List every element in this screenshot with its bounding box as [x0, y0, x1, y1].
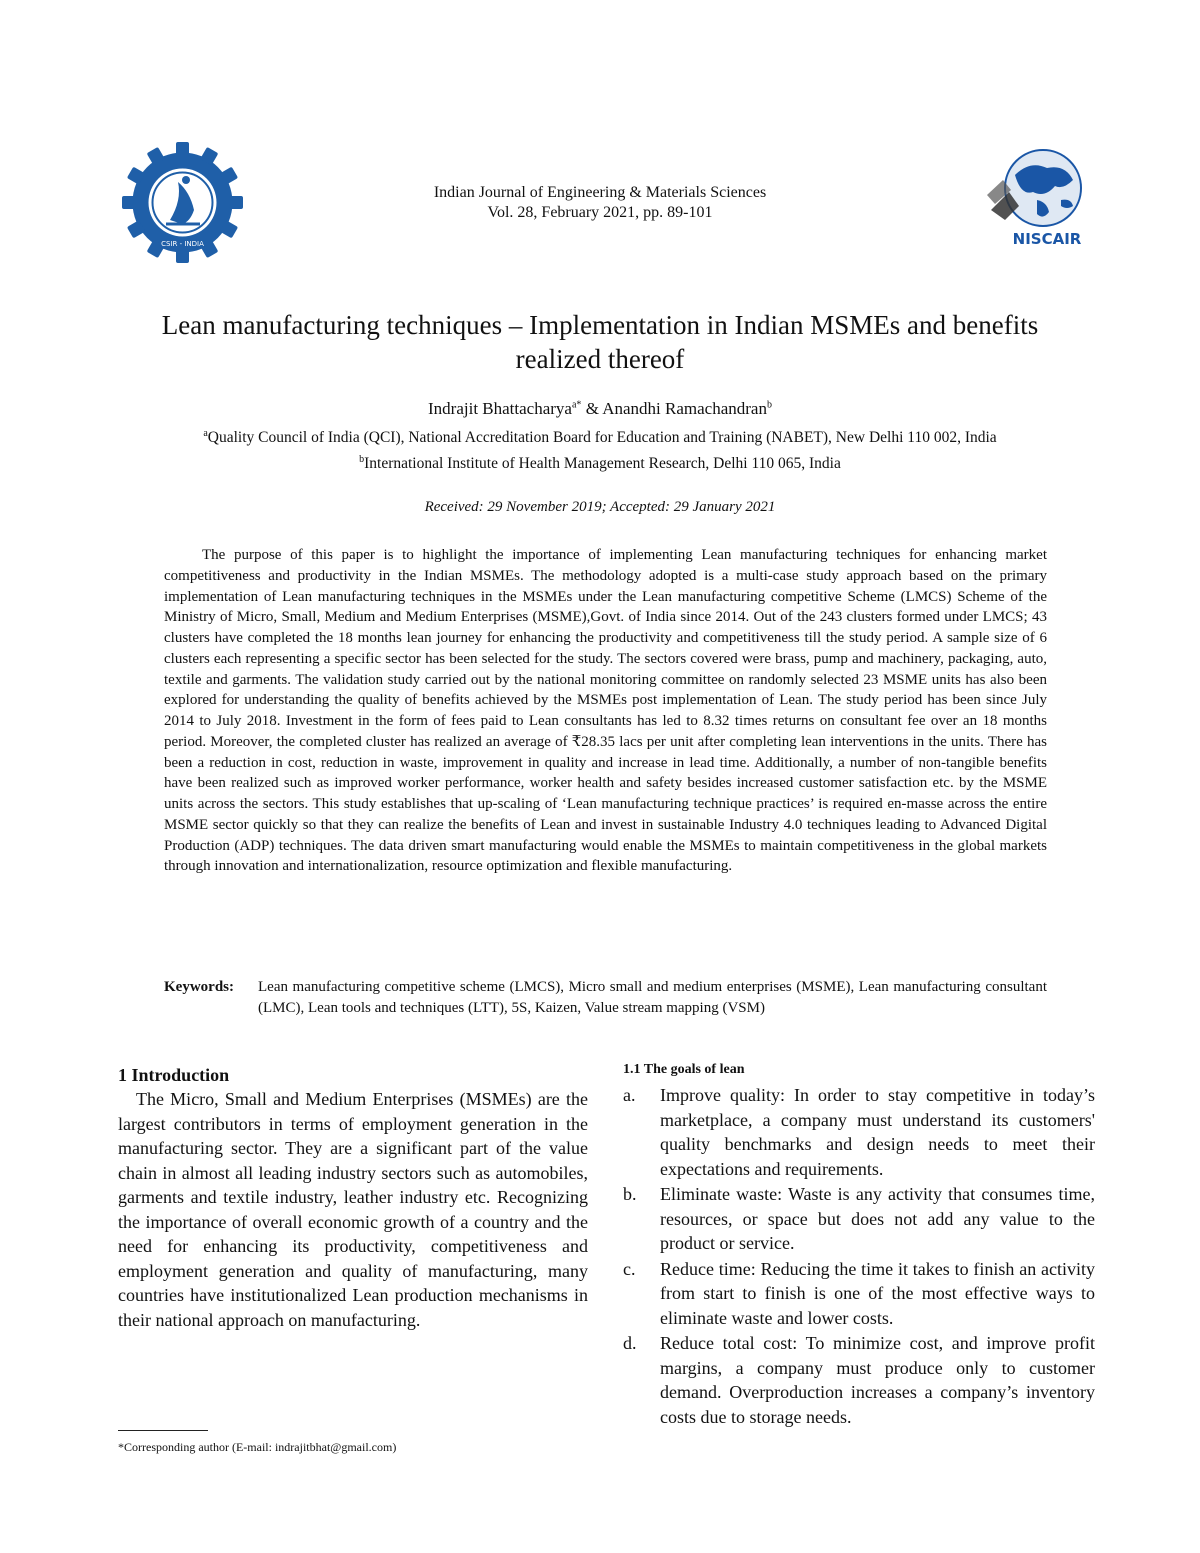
journal-header	[300, 183, 900, 223]
corresponding-author-footnote: *Corresponding author (E-mail: indrajitbhat@gmail.com)	[118, 1440, 397, 1454]
footnote-divider	[118, 1430, 208, 1431]
author-separator: &	[581, 399, 603, 418]
abstract	[164, 545, 1047, 877]
niscair-logo-text: NISCAIR	[1012, 230, 1082, 248]
author-1: Indrajit Bhattacharya	[428, 399, 572, 418]
affiliation-a-text: Quality Council of India (QCI), National Accreditation Board for Education and Training (NABET), New Delhi 110 002, India	[207, 429, 997, 446]
goal-marker: a.	[623, 1085, 636, 1105]
affiliation-b	[60, 454, 1140, 474]
affiliation-b-text: International Institute of Health Management Research, Delhi 110 065, India	[364, 455, 841, 472]
keywords-label: Keywords:	[164, 979, 234, 995]
goal-marker: b.	[623, 1184, 637, 1204]
author-2-affiliation-marker: b	[766, 399, 772, 411]
keywords-text: Lean manufacturing competitive scheme (LMCS), Micro small and medium enterprises (MSME), Lean manufacturing consultant (LMC), Lean tools and techniques (LTT), 5S, Kaizen, Value stream mapping (VSM)	[258, 979, 1047, 1016]
author-list	[100, 398, 1100, 420]
globe-icon	[985, 140, 1095, 255]
article-title-line1: Lean manufacturing techniques – Implementation in Indian MSMEs and benefits	[161, 310, 1039, 340]
csir-gear-icon	[120, 140, 245, 265]
affiliation-a-marker: a	[203, 427, 208, 439]
niscair-logo	[985, 140, 1095, 255]
article-title-line2: realized thereof	[515, 344, 685, 374]
introduction-heading: 1 Introduction	[118, 1065, 230, 1085]
journal-name: Indian Journal of Engineering & Materials Sciences	[433, 184, 767, 201]
goal-item	[623, 1182, 1095, 1256]
csir-logo	[120, 140, 245, 265]
author-1-affiliation-marker: a*	[571, 399, 582, 411]
csir-logo-text: CSIR - INDIA	[161, 240, 204, 248]
article-title	[80, 308, 1120, 376]
goal-marker: c.	[623, 1258, 636, 1279]
introduction-body: The Micro, Small and Medium Enterprises (MSMEs) are the largest contributors in terms of employment generation in the manufacturing sector. They are a significant part of the value chain in almost all leading industry sectors such as automobiles, garments and textile industry, leather industry etc. Recognizing the importance of overall economic growth of a country and the need for enhancing its productivity, competitiveness and employment generation and quality of manufacturing, many countries have institutionalized Lean production mechanisms in their national approach on manufacturing.	[118, 1089, 588, 1330]
received-dates: Received: 29 November 2019; Accepted: 29 January 2021	[424, 499, 776, 515]
abstract-text: The purpose of this paper is to highlight the importance of implementing Lean manufacturing techniques for enhancing market competitiveness and productivity in the Indian MSMEs. The methodology adopted is a multi-case study approach based on the primary implementation of Lean manufacturing techniques in the MSMEs under the Lean manufacturing competitive Scheme (LMCS) Scheme of the Ministry of Micro, Small, Medium and Medium Enterprises (MSME),Govt. of India since 2014. Out of the 243 clusters formed under LMCS; 43 clusters have completed the 18 months lean journey for enhancing the productivity and competitiveness till the study period. A sample size of 6 clusters each representing a specific sector has been selected for the study. The sectors covered were brass, pump and machinery, packaging, auto, textile and garments. The validation study carried out by the national monitoring committee on randomly selected 23 MSME units has also been explored for understanding the quality of benefits achieved by the MSMEs post implementation of Lean. The study period has been since July 2014 to July 2018. Investment in the form of fees paid to Lean consultants has led to 8.32 times returns on consultant fee over an 18 months period. Moreover, the completed cluster has realized an average of ₹28.35 lacs per unit after completing lean interventions in the units. There has been a reduction in cost, reduction in waste, improvement in quality and increase in lead time. Additionally, a number of non-tangible benefits have been realized such as improved worker performance, worker health and safety besides increased customer satisfaction etc. by the MSME units across the sectors. This study establishes that up-scaling of ‘Lean manufacturing technique practices’ is required en-masse across the entire MSME sector quickly so that they can realize the benefits of Lean and invest in sustainable Industry 4.0 techniques leading to Advanced Digital Production (ADP) techniques. The data driven smart manufacturing would enable the MSMEs to maintain competitiveness in the global markets through innovation and internationalization, resource optimization and flexible manufacturing.	[164, 547, 1047, 875]
goals-heading: 1.1 The goals of lean	[623, 1062, 745, 1077]
journal-volume: Vol. 28, February 2021, pp. 89-101	[487, 204, 713, 221]
goal-item	[623, 1083, 1095, 1181]
goal-text: Improve quality: In order to stay competitive in today’s marketplace, a company must understand its customers' quality benchmarks and design needs to meet their expectations and requirements.	[660, 1085, 1095, 1179]
affiliation-b-marker: b	[359, 453, 365, 465]
goal-item	[623, 1257, 1095, 1331]
goal-text: Reduce total cost: To minimize cost, and improve profit margins, a company must produce only to customer demand. Overproduction increases a company’s inventory costs due to storage needs.	[660, 1333, 1095, 1427]
author-2: Anandhi Ramachandran	[602, 399, 767, 418]
goals-section	[623, 1061, 1095, 1430]
affiliation-a	[60, 428, 1140, 448]
introduction-section	[118, 1063, 588, 1332]
goal-text: Eliminate waste: Waste is any activity that consumes time, resources, or space but does not add any value to the product or service.	[660, 1184, 1095, 1253]
goal-text: Reduce time: Reducing the time it takes to finish an activity from start to finish is one of the most effective ways to eliminate waste and lower costs.	[660, 1258, 1095, 1328]
goal-marker: d.	[623, 1333, 637, 1353]
goal-item	[623, 1331, 1095, 1429]
